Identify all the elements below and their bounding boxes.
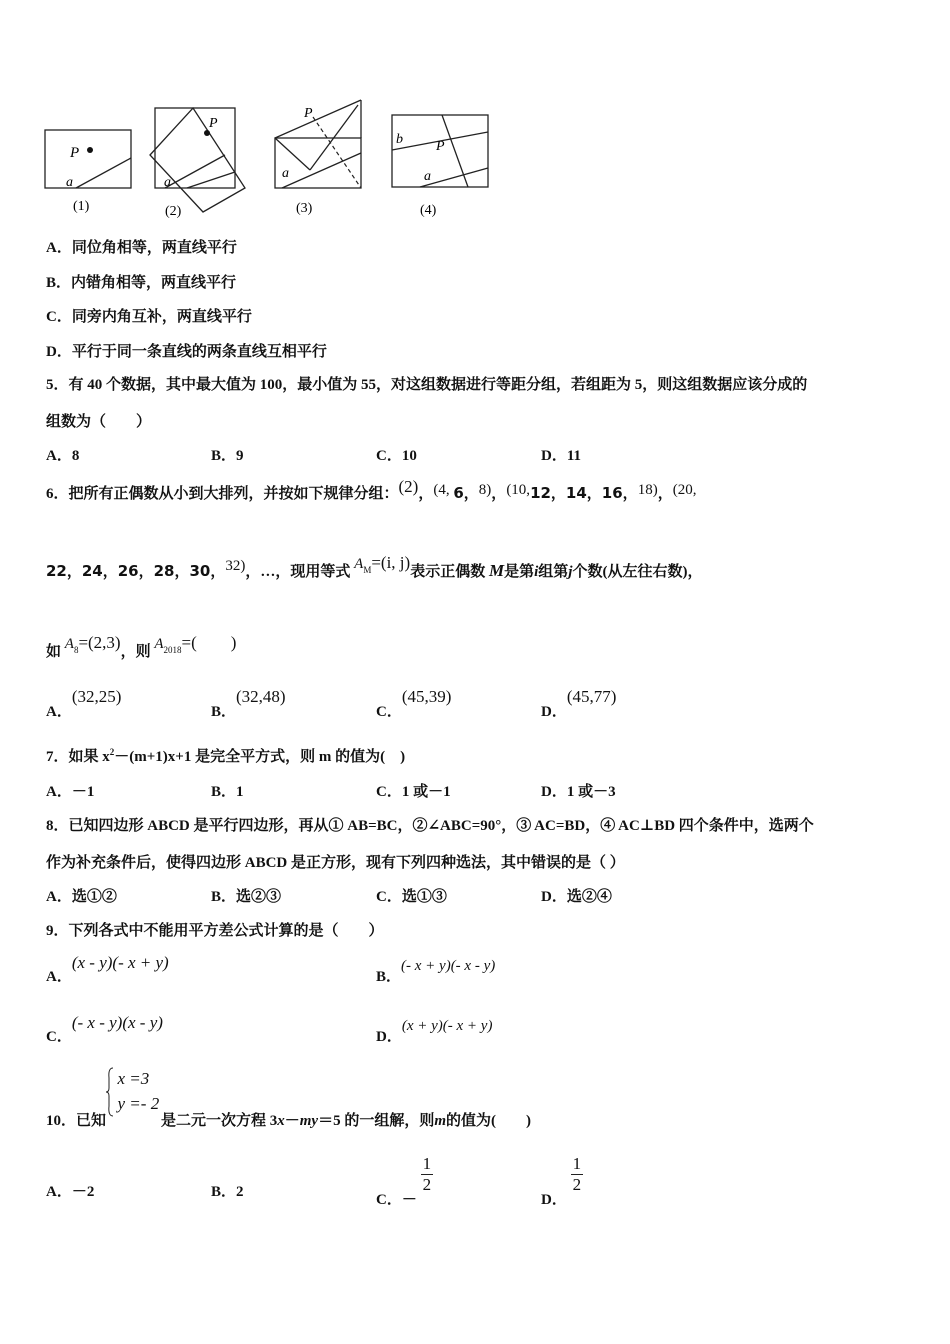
q10-option-a: A．－2: [46, 1184, 95, 1200]
q7-option-c: C．1 或－1: [376, 784, 451, 800]
q7-option-d: D．1 或－3: [541, 784, 616, 800]
q5-stem-cont: 组数为（ ）: [46, 414, 152, 430]
figure-2: [145, 100, 250, 220]
svg-text:a: a: [164, 175, 171, 190]
q10-option-c: C．－ $\frac{1}{2}$: [376, 1154, 432, 1208]
q6-option-a: A．(32,25): [46, 687, 122, 720]
q8-option-c: C．选①③: [376, 889, 447, 905]
q8-option-d: D．选②④: [541, 889, 612, 905]
q6-stem-line2: 22，24，26，28，30，32)，…，现用等式 $A^M=(i$, j)表示正偶数 M是第i组第j个数(从左往右数)，: [46, 553, 703, 580]
q4-option-c: C．同旁内角互补，两直线平行: [46, 309, 252, 325]
q6-stem: 6．把所有正偶数从小到大排列，并按如下规律分组：(2)，(4, 6，8)，(10,12，14，16，18)，(20,: [46, 477, 697, 502]
svg-text:b: b: [396, 132, 403, 147]
svg-text:(1): (1): [73, 199, 90, 214]
figure-3: [268, 95, 368, 220]
svg-text:P: P: [436, 139, 445, 154]
q8-option-b: B．选②③: [211, 889, 282, 905]
q7-option-b: B．1: [211, 784, 244, 800]
q7-stem: 7．如果 $x^2-(m+1)x+1$ 是完全平方式，则 m 的值为( ): [46, 747, 406, 765]
q6-option-d: D．(45,77): [541, 687, 617, 720]
svg-text:a: a: [424, 169, 431, 184]
q5-stem: 5．有 40 个数据，其中最大值为 100，最小值为 55，对这组数据进行等距分组，若组距为 5，则这组数据应该分成的: [46, 377, 808, 393]
q9-option-c: C．(- x - y)(x - y): [46, 1013, 163, 1045]
q5-option-d: D．11: [541, 448, 582, 464]
q10-equation-system: x =3 y =- 2: [106, 1066, 159, 1118]
q5-option-c: C．10: [376, 448, 417, 464]
q7-option-a: A．－1: [46, 784, 95, 800]
svg-text:a: a: [282, 166, 289, 181]
q10-option-d: D． $\frac{1}{2}$: [541, 1154, 582, 1208]
q8-stem-cont: 作为补充条件后，使得四边形 ABCD 是正方形，现有下列四种选法，其中错误的是（ ）: [46, 855, 625, 871]
q4-option-a: A．同位角相等，两直线平行: [46, 240, 237, 256]
q5-option-b: B．9: [211, 448, 244, 464]
q8-stem: 8．已知四边形 ABCD 是平行四边形，再从① AB=BC，②∠ABC=90°，③ AC=BD，④ AC⊥BD 四个条件中，选两个: [46, 818, 814, 834]
q6-stem-line3: 如 $A^8=(2,3)$，则 $A^{2018}=$( ): [46, 633, 237, 660]
svg-text:P: P: [70, 145, 80, 161]
q9-option-b: B．(- x + y)(- x - y): [376, 958, 496, 985]
svg-text:(3): (3): [296, 201, 313, 216]
q4-option-b: B．内错角相等，两直线平行: [46, 275, 237, 291]
q5-option-a: A．8: [46, 448, 80, 464]
q6-option-c: C．(45,39): [376, 687, 452, 720]
q4-option-d: D．平行于同一条直线的两条直线互相平行: [46, 344, 327, 360]
figure-4: [388, 110, 493, 220]
q6-option-b: B．(32,48): [211, 687, 286, 720]
q9-option-a: A．(x - y)(- x + y): [46, 953, 169, 985]
svg-text:P: P: [304, 106, 313, 121]
q10-stem: 10．已知 x =3 y =- 2 是二元一次方程 3x－my＝5 的一组解，则m的值为( ): [46, 1068, 537, 1120]
svg-text:P: P: [209, 116, 218, 131]
fraction: $\frac{1}{2}$: [422, 1154, 432, 1194]
q9-option-d: D．(x + y)(- x + y): [376, 1018, 493, 1045]
svg-text:(4): (4): [420, 203, 437, 218]
q10-option-b: B．2: [211, 1184, 244, 1200]
q9-stem: 9．下列各式中不能用平方差公式计算的是（ ）: [46, 923, 384, 939]
figure-1: [40, 120, 140, 220]
svg-text:(2): (2): [165, 204, 182, 219]
q8-option-a: A．选①②: [46, 889, 117, 905]
svg-text:a: a: [66, 175, 73, 190]
fraction: $\frac{1}{2}$: [572, 1154, 582, 1194]
